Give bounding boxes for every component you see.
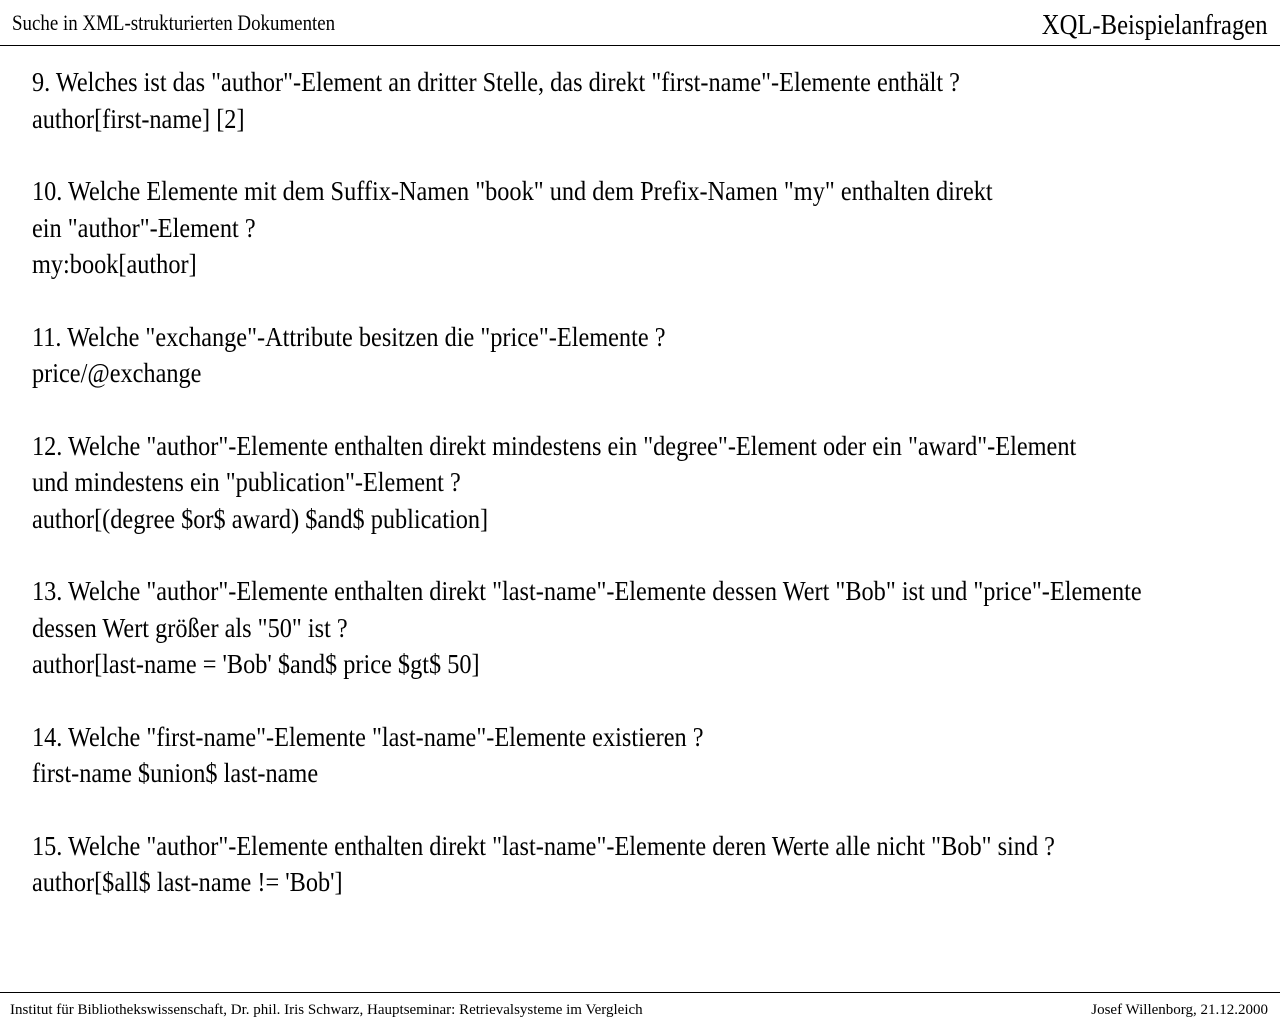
query-expression: my:book[author] — [32, 249, 197, 279]
query-expression: author[last-name = 'Bob' $and$ price $gt$ 50] — [32, 649, 480, 679]
query-expression: author[first-name] [2] — [32, 103, 245, 134]
question-list — [32, 64, 1262, 937]
query-expression: author[(degree $or$ award) $and$ publication] — [32, 503, 489, 534]
question-text: 15. Welche "author"-Elemente enthalten direkt "last-name"-Elemente deren Werte alle nicht "Bob" sind ? — [32, 830, 1055, 861]
question-text: 11. Welche "exchange"-Attribute besitzen die "price"-Elemente ? — [32, 321, 666, 352]
header-topic: Suche in XML-strukturierten Dokumenten — [12, 10, 336, 35]
question-text: 9. Welches ist das "author"-Element an dritter Stelle, das direkt "first-name"-Elemente enthält ? — [32, 67, 960, 97]
question-item — [32, 173, 1262, 283]
header-title: XQL-Beispielanfragen — [1042, 10, 1268, 41]
question-text: 14. Welche "first-name"-Elemente "last-name"-Elemente existieren ? — [32, 721, 704, 752]
question-item — [32, 573, 1262, 683]
footer-institution: Institut für Bibliothekswissenschaft, Dr. phil. Iris Schwarz, Hauptseminar: Retrievalsysteme im Vergleich — [10, 1002, 643, 1018]
query-expression: first-name $union$ last-name — [32, 758, 319, 788]
question-item — [32, 828, 1262, 901]
question-text: 12. Welche "author"-Elemente enthalten direkt mindestens ein "degree"-Element oder ein "award"-Element — [32, 430, 1077, 461]
question-text-continued: und mindestens ein "publication"-Element ? — [32, 467, 461, 497]
question-item — [32, 319, 1262, 392]
slide-header — [0, 0, 1280, 46]
question-item — [32, 428, 1262, 538]
question-text: 10. Welche Elemente mit dem Suffix-Namen "book" und dem Prefix-Namen "my" enthalten direkt — [32, 176, 993, 206]
question-item — [32, 719, 1262, 792]
footer-author-date: Josef Willenborg, 21.12.2000 — [1091, 1002, 1268, 1018]
query-expression: author[$all$ last-name != 'Bob'] — [32, 867, 343, 897]
question-text: 13. Welche "author"-Elemente enthalten direkt "last-name"-Elemente dessen Wert "Bob" ist und "price"-Elemente — [32, 576, 1142, 606]
query-expression: price/@exchange — [32, 358, 202, 388]
question-text-continued: dessen Wert größer als "50" ist ? — [32, 612, 348, 643]
slide-footer — [0, 992, 1280, 1024]
question-text-continued: ein "author"-Element ? — [32, 212, 256, 243]
question-item — [32, 64, 1262, 137]
